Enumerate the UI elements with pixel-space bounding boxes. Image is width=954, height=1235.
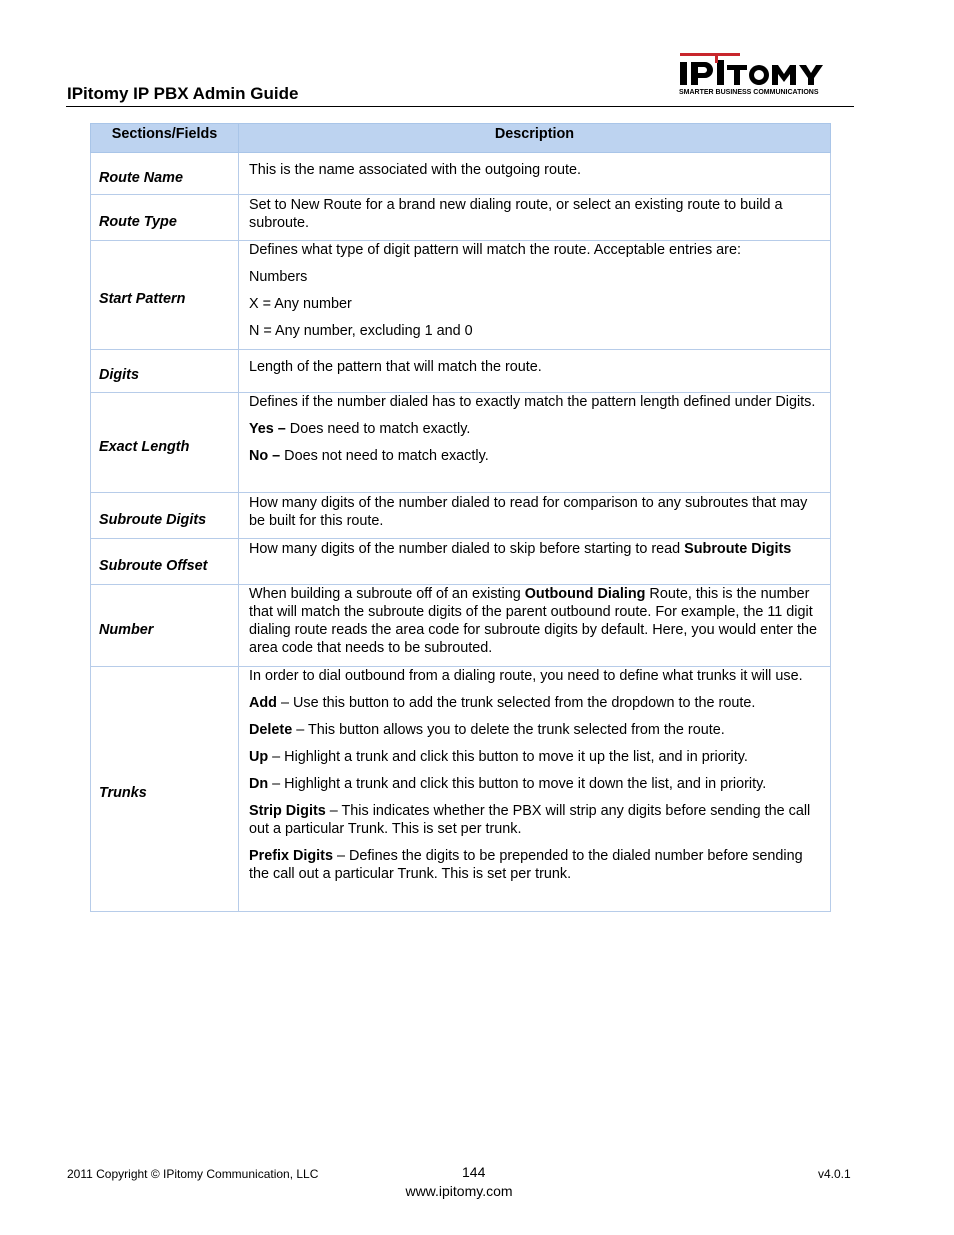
company-logo (679, 51, 851, 99)
footer-url: www.ipitomy.com (405, 1183, 513, 1199)
field-description: Defines what type of digit pattern will match the route. Acceptable entries are: Numbers X = Any number N = Any number, excluding 1 and 0 (239, 241, 831, 350)
field-name: Digits (91, 350, 239, 393)
column-header-fields: Sections/Fields (91, 124, 239, 153)
field-name: Subroute Digits (91, 493, 239, 539)
field-name: Trunks (91, 667, 239, 912)
table-row (91, 493, 831, 539)
field-description: When building a subroute off of an existing Outbound Dialing Route, this is the number that will match the subroute digits of the parent outbound route. For example, the 11 digit dialing route reads the area code for subroute digits by default. Here, you would enter the area code that needs to be subrouted. (239, 585, 831, 667)
table-row (91, 539, 831, 585)
field-name: Route Type (91, 195, 239, 241)
table-row (91, 585, 831, 667)
field-name: Exact Length (91, 393, 239, 493)
field-name: Start Pattern (91, 241, 239, 350)
header-rule (66, 106, 854, 107)
field-name: Number (91, 585, 239, 667)
footer-copyright: 2011 Copyright © IPitomy Communication, LLC (67, 1167, 319, 1181)
field-description: How many digits of the number dialed to read for comparison to any subroutes that may be built for this route. (239, 493, 831, 539)
field-description: How many digits of the number dialed to skip before starting to read Subroute Digits (239, 539, 831, 585)
field-description: Length of the pattern that will match the route. (239, 350, 831, 393)
field-description: Set to New Route for a brand new dialing route, or select an existing route to build a subroute. (239, 195, 831, 241)
field-name: Route Name (91, 153, 239, 195)
fields-table (90, 123, 831, 912)
table-row (91, 153, 831, 195)
logo-tagline: SMARTER BUSINESS COMMUNICATIONS (679, 89, 819, 96)
field-description: This is the name associated with the outgoing route. (239, 153, 831, 195)
table-row (91, 667, 831, 912)
column-header-description: Description (239, 124, 831, 153)
table-row (91, 393, 831, 493)
table-row (91, 350, 831, 393)
footer-version: v4.0.1 (818, 1167, 851, 1181)
ipitomy-logo-icon (679, 51, 851, 89)
table-header-row (91, 124, 831, 153)
document-title: IPitomy IP PBX Admin Guide (67, 84, 299, 103)
page-number: 144 (462, 1164, 486, 1180)
field-name: Subroute Offset (91, 539, 239, 585)
field-description: In order to dial outbound from a dialing route, you need to define what trunks it will use. Add – Use this button to add the trunk selected from the dropdown to the route. Delete – This button allows you to delete the trunk selected from the route. Up – Highlight a trunk and click this button to move it up the list, and in priority. Dn – Highlight a trunk and click this button to move it down the list, and in priority. Strip Digits – This indicates whether the PBX will strip any digits before sending the call out a particular Trunk. This is set per trunk. Prefix Digits – Defines the digits to be prepended to the dialed number before sending the call out a particular Trunk. This is set per trunk. (239, 667, 831, 912)
field-description: Defines if the number dialed has to exactly match the pattern length defined under Digits. Yes – Does need to match exactly. No – Does not need to match exactly. (239, 393, 831, 493)
table-row (91, 241, 831, 350)
table-row (91, 195, 831, 241)
